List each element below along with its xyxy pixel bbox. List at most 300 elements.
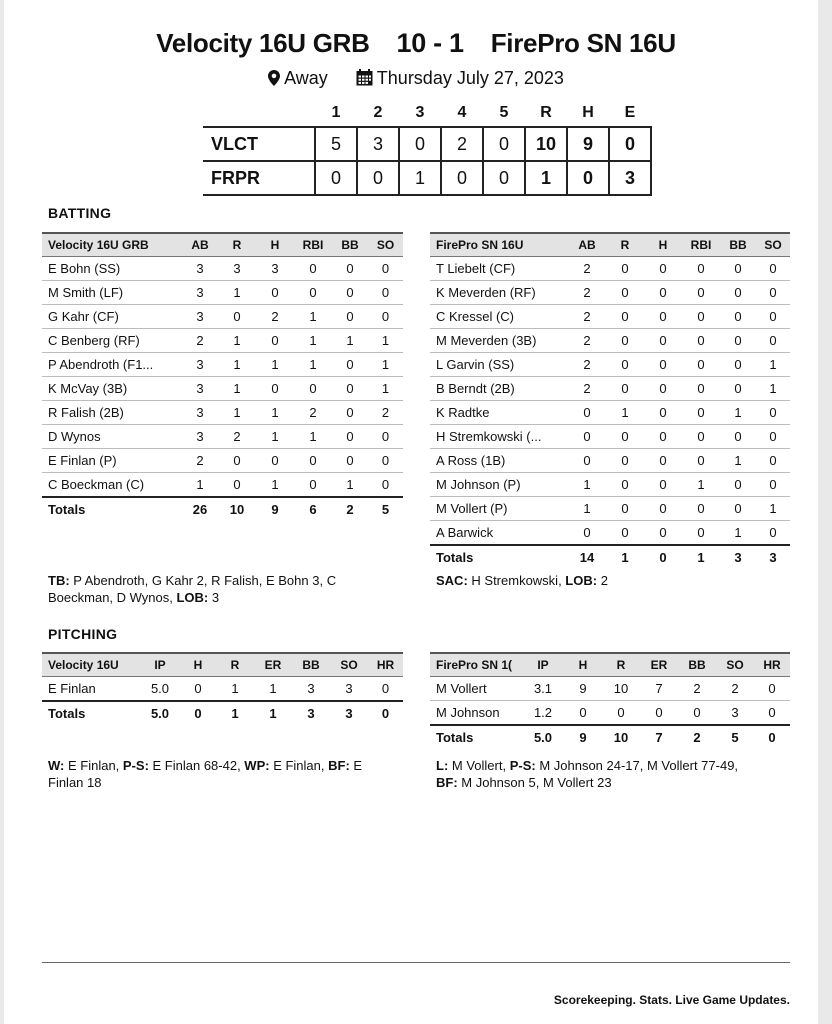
stat-cell: 1 xyxy=(606,401,644,425)
note-text: M Johnson 5, M Vollert 23 xyxy=(457,775,612,790)
linescore-header: 4 xyxy=(457,104,467,121)
stat-cell: 7 xyxy=(640,725,678,749)
inning-runs: 0 xyxy=(399,127,441,161)
note-label: SAC: xyxy=(436,573,468,588)
final-score: 10 - 1 xyxy=(396,28,464,58)
stat-cell: 3 xyxy=(182,257,218,281)
stat-cell: 0 xyxy=(568,401,606,425)
stat-cell: 1 xyxy=(756,353,790,377)
hits-total: 0 xyxy=(567,161,609,195)
stat-cell: 0 xyxy=(218,473,256,498)
stat-cell: 2 xyxy=(568,329,606,353)
col-header: BB xyxy=(292,653,330,677)
stat-cell: 26 xyxy=(182,497,218,521)
player-name: R Falish (2B) xyxy=(42,401,182,425)
note-text: M Johnson 24-17, M Vollert 77-49, xyxy=(535,758,739,773)
note-text: 2 xyxy=(597,573,608,588)
player-name: D Wynos xyxy=(42,425,182,449)
stat-cell: 3 xyxy=(182,353,218,377)
col-header: IP xyxy=(140,653,180,677)
location-text: Away xyxy=(284,68,328,88)
note-text: E Finlan, xyxy=(269,758,329,773)
linescore-team: FRPR xyxy=(203,161,315,195)
batter-row xyxy=(42,305,403,329)
stat-cell: 0 xyxy=(682,377,720,401)
inning-runs: 0 xyxy=(483,127,525,161)
col-header: BB xyxy=(678,653,716,677)
stat-cell: 0 xyxy=(754,677,790,701)
pitching-header-row xyxy=(42,653,403,677)
batter-row xyxy=(430,401,790,425)
batter-row xyxy=(430,257,790,281)
col-header: SO xyxy=(368,233,403,257)
stat-cell: 0 xyxy=(644,377,682,401)
stat-cell: 0 xyxy=(756,521,790,546)
stat-cell: 1 xyxy=(720,449,756,473)
player-name: L Garvin (SS) xyxy=(430,353,568,377)
player-name: B Berndt (2B) xyxy=(430,377,568,401)
batter-row xyxy=(430,449,790,473)
player-name: H Stremkowski (... xyxy=(430,425,568,449)
stat-cell: 0 xyxy=(606,305,644,329)
stat-cell: 0 xyxy=(644,545,682,569)
pitcher-row xyxy=(430,701,790,726)
stat-cell: 1 xyxy=(720,521,756,546)
stat-cell: 0 xyxy=(682,281,720,305)
stat-cell: 2 xyxy=(182,329,218,353)
stat-cell: 1 xyxy=(256,353,294,377)
inning-runs: 3 xyxy=(357,127,399,161)
map-pin-icon xyxy=(268,70,280,91)
stat-cell: 0 xyxy=(756,425,790,449)
stat-cell: 0 xyxy=(368,281,403,305)
stat-cell: 0 xyxy=(682,329,720,353)
stat-cell: 0 xyxy=(256,281,294,305)
linescore-header: H xyxy=(582,104,594,121)
stat-cell: 0 xyxy=(720,353,756,377)
batting-section-label: BATTING xyxy=(48,205,112,221)
linescore-header-row xyxy=(203,100,651,127)
batter-row xyxy=(42,377,403,401)
player-name: T Liebelt (CF) xyxy=(430,257,568,281)
batter-row xyxy=(42,425,403,449)
col-header: SO xyxy=(756,233,790,257)
player-name: C Boeckman (C) xyxy=(42,473,182,498)
stat-cell: 0 xyxy=(606,521,644,546)
col-header: IP xyxy=(522,653,564,677)
col-header: ER xyxy=(254,653,292,677)
stat-cell: 0 xyxy=(256,449,294,473)
stat-cell: 0 xyxy=(564,701,602,726)
stat-cell: 1 xyxy=(368,353,403,377)
away-pitching-table xyxy=(430,652,790,749)
stat-cell: 2 xyxy=(678,677,716,701)
note-label: P-S: xyxy=(509,758,536,773)
inning-runs: 1 xyxy=(399,161,441,195)
totals-label: Totals xyxy=(430,545,568,569)
stat-cell: 2 xyxy=(256,305,294,329)
stat-cell: 0 xyxy=(606,425,644,449)
date-text: Thursday July 27, 2023 xyxy=(376,68,564,88)
stat-cell: 1 xyxy=(368,377,403,401)
player-name: C Benberg (RF) xyxy=(42,329,182,353)
stat-cell: 3 xyxy=(182,425,218,449)
stat-cell: 2 xyxy=(568,281,606,305)
pitching-header-row xyxy=(430,653,790,677)
stat-cell: 0 xyxy=(368,677,403,702)
batter-row xyxy=(430,305,790,329)
stat-cell: 0 xyxy=(756,473,790,497)
note-text: E Finlan 18 xyxy=(48,758,363,790)
stat-cell: 1 xyxy=(682,545,720,569)
batter-row xyxy=(42,353,403,377)
stat-cell: 0 xyxy=(568,521,606,546)
stat-cell: 2 xyxy=(294,401,332,425)
away-team-name: FirePro SN 16U xyxy=(490,28,676,58)
player-name: K Radtke xyxy=(430,401,568,425)
linescore-header: 3 xyxy=(415,104,425,121)
stat-cell: 1 xyxy=(294,353,332,377)
stat-cell: 1 xyxy=(254,701,292,725)
batter-row xyxy=(430,425,790,449)
stat-cell: 1 xyxy=(182,473,218,498)
stat-cell: 0 xyxy=(720,473,756,497)
stat-cell: 0 xyxy=(644,353,682,377)
linescore-header: 5 xyxy=(499,104,509,121)
note-text: M Vollert, xyxy=(448,758,510,773)
stat-cell: 0 xyxy=(720,425,756,449)
batter-row xyxy=(430,329,790,353)
stat-cell: 1 xyxy=(720,401,756,425)
stat-cell: 2 xyxy=(182,449,218,473)
stat-cell: 0 xyxy=(756,257,790,281)
inning-runs: 0 xyxy=(357,161,399,195)
pitcher-row xyxy=(42,677,403,702)
stat-cell: 0 xyxy=(294,257,332,281)
stat-cell: 0 xyxy=(568,425,606,449)
stat-cell: 3 xyxy=(292,701,330,725)
stat-cell: 1 xyxy=(218,281,256,305)
stat-cell: 0 xyxy=(332,377,368,401)
batter-row xyxy=(430,353,790,377)
stat-cell: 3 xyxy=(182,401,218,425)
footer-divider xyxy=(42,962,790,963)
col-header: R xyxy=(218,233,256,257)
note-label: WP: xyxy=(244,758,270,773)
stat-cell: 0 xyxy=(644,329,682,353)
player-name: A Ross (1B) xyxy=(430,449,568,473)
stat-cell: 1 xyxy=(568,497,606,521)
col-header: FirePro SN 16U xyxy=(430,233,568,257)
stat-cell: 0 xyxy=(180,701,216,725)
totals-label: Totals xyxy=(42,701,140,725)
home-batting-notes xyxy=(48,572,378,606)
stat-cell: 10 xyxy=(602,677,640,701)
player-name: A Barwick xyxy=(430,521,568,546)
stat-cell: 0 xyxy=(332,353,368,377)
stat-cell: 3 xyxy=(292,677,330,702)
game-title xyxy=(0,28,832,59)
note-label: L: xyxy=(436,758,449,773)
player-name: G Kahr (CF) xyxy=(42,305,182,329)
stat-cell: 3 xyxy=(330,701,368,725)
stat-cell: 3.1 xyxy=(522,677,564,701)
stat-cell: 0 xyxy=(256,329,294,353)
hits-total: 9 xyxy=(567,127,609,161)
col-header: H xyxy=(644,233,682,257)
stat-cell: 0 xyxy=(640,701,678,726)
player-name: C Kressel (C) xyxy=(430,305,568,329)
pitcher-row xyxy=(430,677,790,701)
stat-cell: 0 xyxy=(294,281,332,305)
stat-cell: 3 xyxy=(716,701,754,726)
stat-cell: 3 xyxy=(256,257,294,281)
stat-cell: 1 xyxy=(294,305,332,329)
footer-tagline: Scorekeeping. Stats. Live Game Updates. xyxy=(553,993,790,1007)
stat-cell: 1 xyxy=(256,425,294,449)
note-label: LOB: xyxy=(565,573,598,588)
stat-cell: 0 xyxy=(644,257,682,281)
stat-cell: 1 xyxy=(218,353,256,377)
batter-row xyxy=(430,497,790,521)
stat-cell: 5 xyxy=(716,725,754,749)
stat-cell: 0 xyxy=(368,425,403,449)
batter-row xyxy=(430,281,790,305)
stat-cell: 0 xyxy=(682,305,720,329)
totals-row xyxy=(42,701,403,725)
stat-cell: 0 xyxy=(218,449,256,473)
stat-cell: 0 xyxy=(756,329,790,353)
batter-row xyxy=(42,281,403,305)
stat-cell: 1 xyxy=(216,701,254,725)
stat-cell: 0 xyxy=(606,257,644,281)
col-header: RBI xyxy=(682,233,720,257)
stat-cell: 0 xyxy=(294,377,332,401)
batter-row xyxy=(42,329,403,353)
stat-cell: 3 xyxy=(756,545,790,569)
stat-cell: 0 xyxy=(754,701,790,726)
stat-cell: 0 xyxy=(682,353,720,377)
stat-cell: 0 xyxy=(368,473,403,498)
linescore-table xyxy=(203,100,652,196)
player-name: M Meverden (3B) xyxy=(430,329,568,353)
player-name: K Meverden (RF) xyxy=(430,281,568,305)
runs-total: 1 xyxy=(525,161,567,195)
stat-cell: 1 xyxy=(368,329,403,353)
stat-cell: 0 xyxy=(568,449,606,473)
batter-row xyxy=(42,449,403,473)
inning-runs: 0 xyxy=(483,161,525,195)
col-header: Velocity 16U xyxy=(42,653,140,677)
stat-cell: 0 xyxy=(606,329,644,353)
stat-cell: 0 xyxy=(644,425,682,449)
stat-cell: 0 xyxy=(606,377,644,401)
stat-cell: 2 xyxy=(716,677,754,701)
stat-cell: 0 xyxy=(644,497,682,521)
stat-cell: 0 xyxy=(606,353,644,377)
player-name: E Finlan (P) xyxy=(42,449,182,473)
stat-cell: 0 xyxy=(756,401,790,425)
home-team-name: Velocity 16U GRB xyxy=(156,28,370,58)
stat-cell: 0 xyxy=(602,701,640,726)
linescore-team: VLCT xyxy=(203,127,315,161)
stat-cell: 3 xyxy=(330,677,368,702)
stat-cell: 0 xyxy=(720,281,756,305)
stat-cell: 0 xyxy=(682,521,720,546)
stat-cell: 0 xyxy=(644,449,682,473)
stat-cell: 1 xyxy=(216,677,254,702)
stat-cell: 10 xyxy=(218,497,256,521)
home-pitching-table xyxy=(42,652,403,725)
col-header: HR xyxy=(368,653,403,677)
linescore-row-away xyxy=(203,161,651,195)
stat-cell: 0 xyxy=(368,257,403,281)
col-header: RBI xyxy=(294,233,332,257)
batter-row xyxy=(430,473,790,497)
stat-cell: 3 xyxy=(182,281,218,305)
stat-cell: 2 xyxy=(368,401,403,425)
stat-cell: 0 xyxy=(180,677,216,702)
batter-row xyxy=(42,473,403,498)
stat-cell: 0 xyxy=(644,473,682,497)
note-label: BF: xyxy=(328,758,350,773)
linescore-row-home xyxy=(203,127,651,161)
stat-cell: 0 xyxy=(332,281,368,305)
totals-row xyxy=(430,725,790,749)
stat-cell: 1 xyxy=(682,473,720,497)
note-label: TB: xyxy=(48,573,70,588)
stat-cell: 0 xyxy=(606,449,644,473)
batting-header-row xyxy=(42,233,403,257)
linescore-header: 1 xyxy=(331,104,341,121)
totals-label: Totals xyxy=(42,497,182,521)
stat-cell: 1 xyxy=(332,329,368,353)
inning-runs: 0 xyxy=(315,161,357,195)
stat-cell: 2 xyxy=(568,257,606,281)
away-batting-table xyxy=(430,232,790,569)
batter-row xyxy=(430,377,790,401)
stat-cell: 1 xyxy=(218,329,256,353)
stat-cell: 9 xyxy=(564,677,602,701)
stat-cell: 5 xyxy=(368,497,403,521)
stat-cell: 1 xyxy=(218,401,256,425)
stat-cell: 0 xyxy=(720,329,756,353)
player-name: E Bohn (SS) xyxy=(42,257,182,281)
note-label: LOB: xyxy=(176,590,209,605)
stat-cell: 0 xyxy=(682,449,720,473)
stat-cell: 0 xyxy=(332,257,368,281)
batting-header-row xyxy=(430,233,790,257)
stat-cell: 1 xyxy=(256,473,294,498)
note-text: H Stremkowski, xyxy=(467,573,566,588)
note-text: E Finlan, xyxy=(64,758,123,773)
stat-cell: 0 xyxy=(256,377,294,401)
away-batting-notes xyxy=(436,572,786,589)
col-header: R xyxy=(216,653,254,677)
player-name: M Johnson xyxy=(430,701,522,726)
stat-cell: 3 xyxy=(218,257,256,281)
stat-cell: 0 xyxy=(682,425,720,449)
stat-cell: 5.0 xyxy=(522,725,564,749)
away-pitching-notes xyxy=(436,757,796,791)
stat-cell: 3 xyxy=(182,377,218,401)
stat-cell: 6 xyxy=(294,497,332,521)
stat-cell: 0 xyxy=(332,425,368,449)
stat-cell: 0 xyxy=(368,449,403,473)
stat-cell: 0 xyxy=(332,401,368,425)
col-header: SO xyxy=(716,653,754,677)
stat-cell: 0 xyxy=(332,305,368,329)
totals-label: Totals xyxy=(430,725,522,749)
stat-cell: 0 xyxy=(682,257,720,281)
stat-cell: 0 xyxy=(294,449,332,473)
batter-row xyxy=(42,257,403,281)
stat-cell: 1 xyxy=(332,473,368,498)
stat-cell: 2 xyxy=(568,377,606,401)
calendar-icon xyxy=(356,69,373,91)
col-header: BB xyxy=(332,233,368,257)
player-name: M Vollert (P) xyxy=(430,497,568,521)
stat-cell: 0 xyxy=(754,725,790,749)
stat-cell: 1 xyxy=(254,677,292,702)
stat-cell: 0 xyxy=(720,497,756,521)
stat-cell: 2 xyxy=(678,725,716,749)
batter-row xyxy=(42,401,403,425)
stat-cell: 1 xyxy=(218,377,256,401)
col-header: H xyxy=(256,233,294,257)
col-header: R xyxy=(606,233,644,257)
home-batting-table xyxy=(42,232,403,521)
note-text: P Abendroth, G Kahr 2, R Falish, E Bohn 3, C Boeckman, D Wynos, xyxy=(48,573,337,605)
stat-cell: 1 xyxy=(294,329,332,353)
totals-row xyxy=(42,497,403,521)
stat-cell: 1 xyxy=(606,545,644,569)
stat-cell: 3 xyxy=(720,545,756,569)
totals-row xyxy=(430,545,790,569)
stat-cell: 1 xyxy=(568,473,606,497)
inning-runs: 2 xyxy=(441,127,483,161)
col-header: BB xyxy=(720,233,756,257)
col-header: AB xyxy=(568,233,606,257)
stat-cell: 0 xyxy=(644,305,682,329)
stat-cell: 1 xyxy=(756,497,790,521)
note-text: 3 xyxy=(208,590,220,605)
stat-cell: 0 xyxy=(644,401,682,425)
note-label: BF: xyxy=(436,775,458,790)
stat-cell: 2 xyxy=(218,425,256,449)
stat-cell: 0 xyxy=(294,473,332,498)
stat-cell: 0 xyxy=(644,281,682,305)
stat-cell: 9 xyxy=(564,725,602,749)
stat-cell: 10 xyxy=(602,725,640,749)
stat-cell: 0 xyxy=(720,257,756,281)
col-header: Velocity 16U GRB xyxy=(42,233,182,257)
stat-cell: 1 xyxy=(756,377,790,401)
stat-cell: 0 xyxy=(756,281,790,305)
col-header: AB xyxy=(182,233,218,257)
stat-cell: 0 xyxy=(756,305,790,329)
stat-cell: 2 xyxy=(568,305,606,329)
col-header: H xyxy=(180,653,216,677)
home-pitching-notes xyxy=(48,757,398,791)
stat-cell: 0 xyxy=(332,449,368,473)
stat-cell: 7 xyxy=(640,677,678,701)
stat-cell: 9 xyxy=(256,497,294,521)
stat-cell: 3 xyxy=(182,305,218,329)
pitching-section-label: PITCHING xyxy=(48,626,118,642)
player-name: K McVay (3B) xyxy=(42,377,182,401)
player-name: E Finlan xyxy=(42,677,140,702)
